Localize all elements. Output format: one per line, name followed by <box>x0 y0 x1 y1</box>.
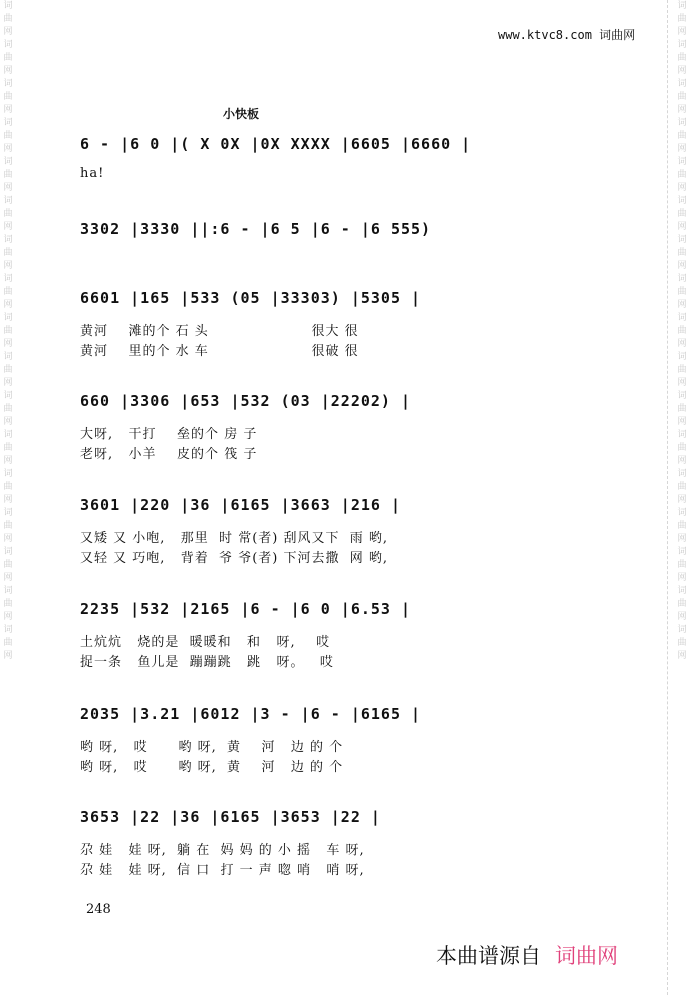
watermark-right-margin: 词 曲 网 词 曲 网 词 曲 网 词 曲 网 词 曲 网 词 曲 网 词 曲 网 词 曲 网 词 曲 网 词 曲 网 词 曲 网 词 曲 网 词 曲 网 词 曲 网 词 曲 网 词 曲 网 词 曲 网 <box>677 1 687 661</box>
tempo-marking: 小快板 <box>223 107 260 121</box>
lyric-line-2: 哟 呀, 哎 哟 呀, 黄 河 边 的 个 <box>80 760 344 775</box>
notation-line: 6601 |165 |533 (05 |33303) |5305 | <box>80 289 422 307</box>
notation-line: 6 - |6 0 |( X 0X |0X XXXX |6605 |6660 | <box>80 135 472 153</box>
lyric-line-1: 大呀, 干打 垒的个 房 子 <box>80 427 258 442</box>
notation-line: 2235 |532 |2165 |6 - |6 0 |6.53 | <box>80 600 412 618</box>
lyric-line-2: 黄河 里的个 水 车 很破 很 <box>80 344 359 359</box>
notation-line: 2035 |3.21 |6012 |3 - |6 - |6165 | <box>80 705 422 723</box>
notation-line: 3653 |22 |36 |6165 |3653 |22 | <box>80 808 381 826</box>
footer-credit <box>436 940 618 970</box>
site-url[interactable]: www.ktvc8.com 词曲网 <box>498 28 636 42</box>
lyric-line-1: 又矮 又 小咆, 那里 时 常(者) 刮风又下 雨 哟, <box>80 531 388 546</box>
lyric-line-1: 土炕炕 烧的是 暖暖和 和 呀, 哎 <box>80 635 331 650</box>
lyric-line: ha! <box>80 166 105 181</box>
footer-brand-link[interactable]: 词曲网 <box>555 944 618 968</box>
footer-source-text: 本曲谱源自 <box>436 944 541 968</box>
page-divider-line <box>667 0 668 995</box>
lyric-line-2: 尕 娃 娃 呀, 信 口 打 一 声 唿 哨 哨 呀, <box>80 863 365 878</box>
lyric-line-1: 尕 娃 娃 呀, 躺 在 妈 妈 的 小 摇 车 呀, <box>80 843 365 858</box>
lyric-line-1: 哟 呀, 哎 哟 呀, 黄 河 边 的 个 <box>80 740 344 755</box>
lyric-line-2: 捉一条 鱼儿是 蹦蹦跳 跳 呀。 哎 <box>80 655 334 670</box>
page-number: 248 <box>86 902 111 917</box>
lyric-line-1: 黄河 滩的个 石 头 很大 很 <box>80 324 359 339</box>
lyric-line-2: 老呀, 小羊 皮的个 筏 子 <box>80 447 258 462</box>
notation-line: 3601 |220 |36 |6165 |3663 |216 | <box>80 496 401 514</box>
lyric-line-2: 又轻 又 巧咆, 背着 爷 爷(者) 下河去撒 网 哟, <box>80 551 388 566</box>
notation-line: 3302 |3330 ||:6 - |6 5 |6 - |6 555) <box>80 220 432 238</box>
notation-line: 660 |3306 |653 |532 (03 |22202) | <box>80 392 412 410</box>
watermark-left-margin: 词 曲 网 词 曲 网 词 曲 网 词 曲 网 词 曲 网 词 曲 网 词 曲 网 词 曲 网 词 曲 网 词 曲 网 词 曲 网 词 曲 网 词 曲 网 词 曲 网 词 曲 网 词 曲 网 词 曲 网 <box>3 1 13 661</box>
